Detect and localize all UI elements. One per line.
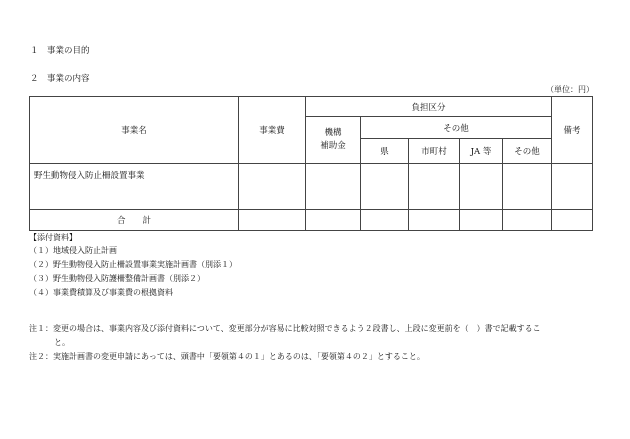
section-content: ２ 事業の内容 <box>30 74 90 84</box>
header-other-2: その他 <box>503 139 552 164</box>
cell-empty <box>361 210 409 231</box>
header-burden: 負担区分 <box>306 97 552 117</box>
cell-empty <box>503 164 552 210</box>
header-municipality: 市町村 <box>409 139 460 164</box>
attachment-item: （１）地域侵入防止計画 <box>29 246 117 255</box>
note-1-continuation: と。 <box>54 338 70 347</box>
row-project-name: 野生動物侵入防止柵設置事業 <box>30 164 239 210</box>
attachment-item: （２）野生動物侵入防止柵設置事業実施計画書（別添１） <box>29 260 237 269</box>
cell-empty <box>239 164 306 210</box>
attachments-title: 【添付資料】 <box>29 233 77 242</box>
cell-empty <box>460 210 503 231</box>
header-project-name: 事業名 <box>30 97 239 164</box>
cell-empty <box>306 164 361 210</box>
note-1: 注１：変更の場合は、事業内容及び添付資料について、変更部分が容易に比較対照できるよう２段書し、上段に変更前を（ ）書で記載するこ <box>29 324 541 333</box>
header-ja: JA 等 <box>460 139 503 164</box>
header-other: その他 <box>361 117 552 139</box>
note-2: 注２：実施計画書の変更申請にあっては、頭書中「要領第４の１」とあるのは、「要領第４の２」とすること。 <box>29 352 425 361</box>
project-table <box>29 96 593 231</box>
header-remarks: 備考 <box>552 97 593 164</box>
header-project-cost: 事業費 <box>239 97 306 164</box>
cell-empty <box>409 210 460 231</box>
row-total-label: 合 計 <box>30 210 239 231</box>
cell-empty <box>239 210 306 231</box>
cell-empty <box>306 210 361 231</box>
cell-empty <box>552 164 593 210</box>
cell-empty <box>409 164 460 210</box>
attachments-list <box>29 244 237 300</box>
attachment-item: （４）事業費積算及び事業費の根拠資料 <box>29 288 173 297</box>
header-org-subsidy: 機構 補助金 <box>306 117 361 164</box>
section-purpose: １ 事業の目的 <box>30 46 90 56</box>
cell-empty <box>503 210 552 231</box>
cell-empty <box>460 164 503 210</box>
cell-empty <box>361 164 409 210</box>
cell-empty <box>552 210 593 231</box>
header-prefecture: 県 <box>361 139 409 164</box>
unit-label: （単位：円） <box>546 85 594 94</box>
attachment-item: （３）野生動物侵入防護柵整備計画書（別添２） <box>29 274 205 283</box>
